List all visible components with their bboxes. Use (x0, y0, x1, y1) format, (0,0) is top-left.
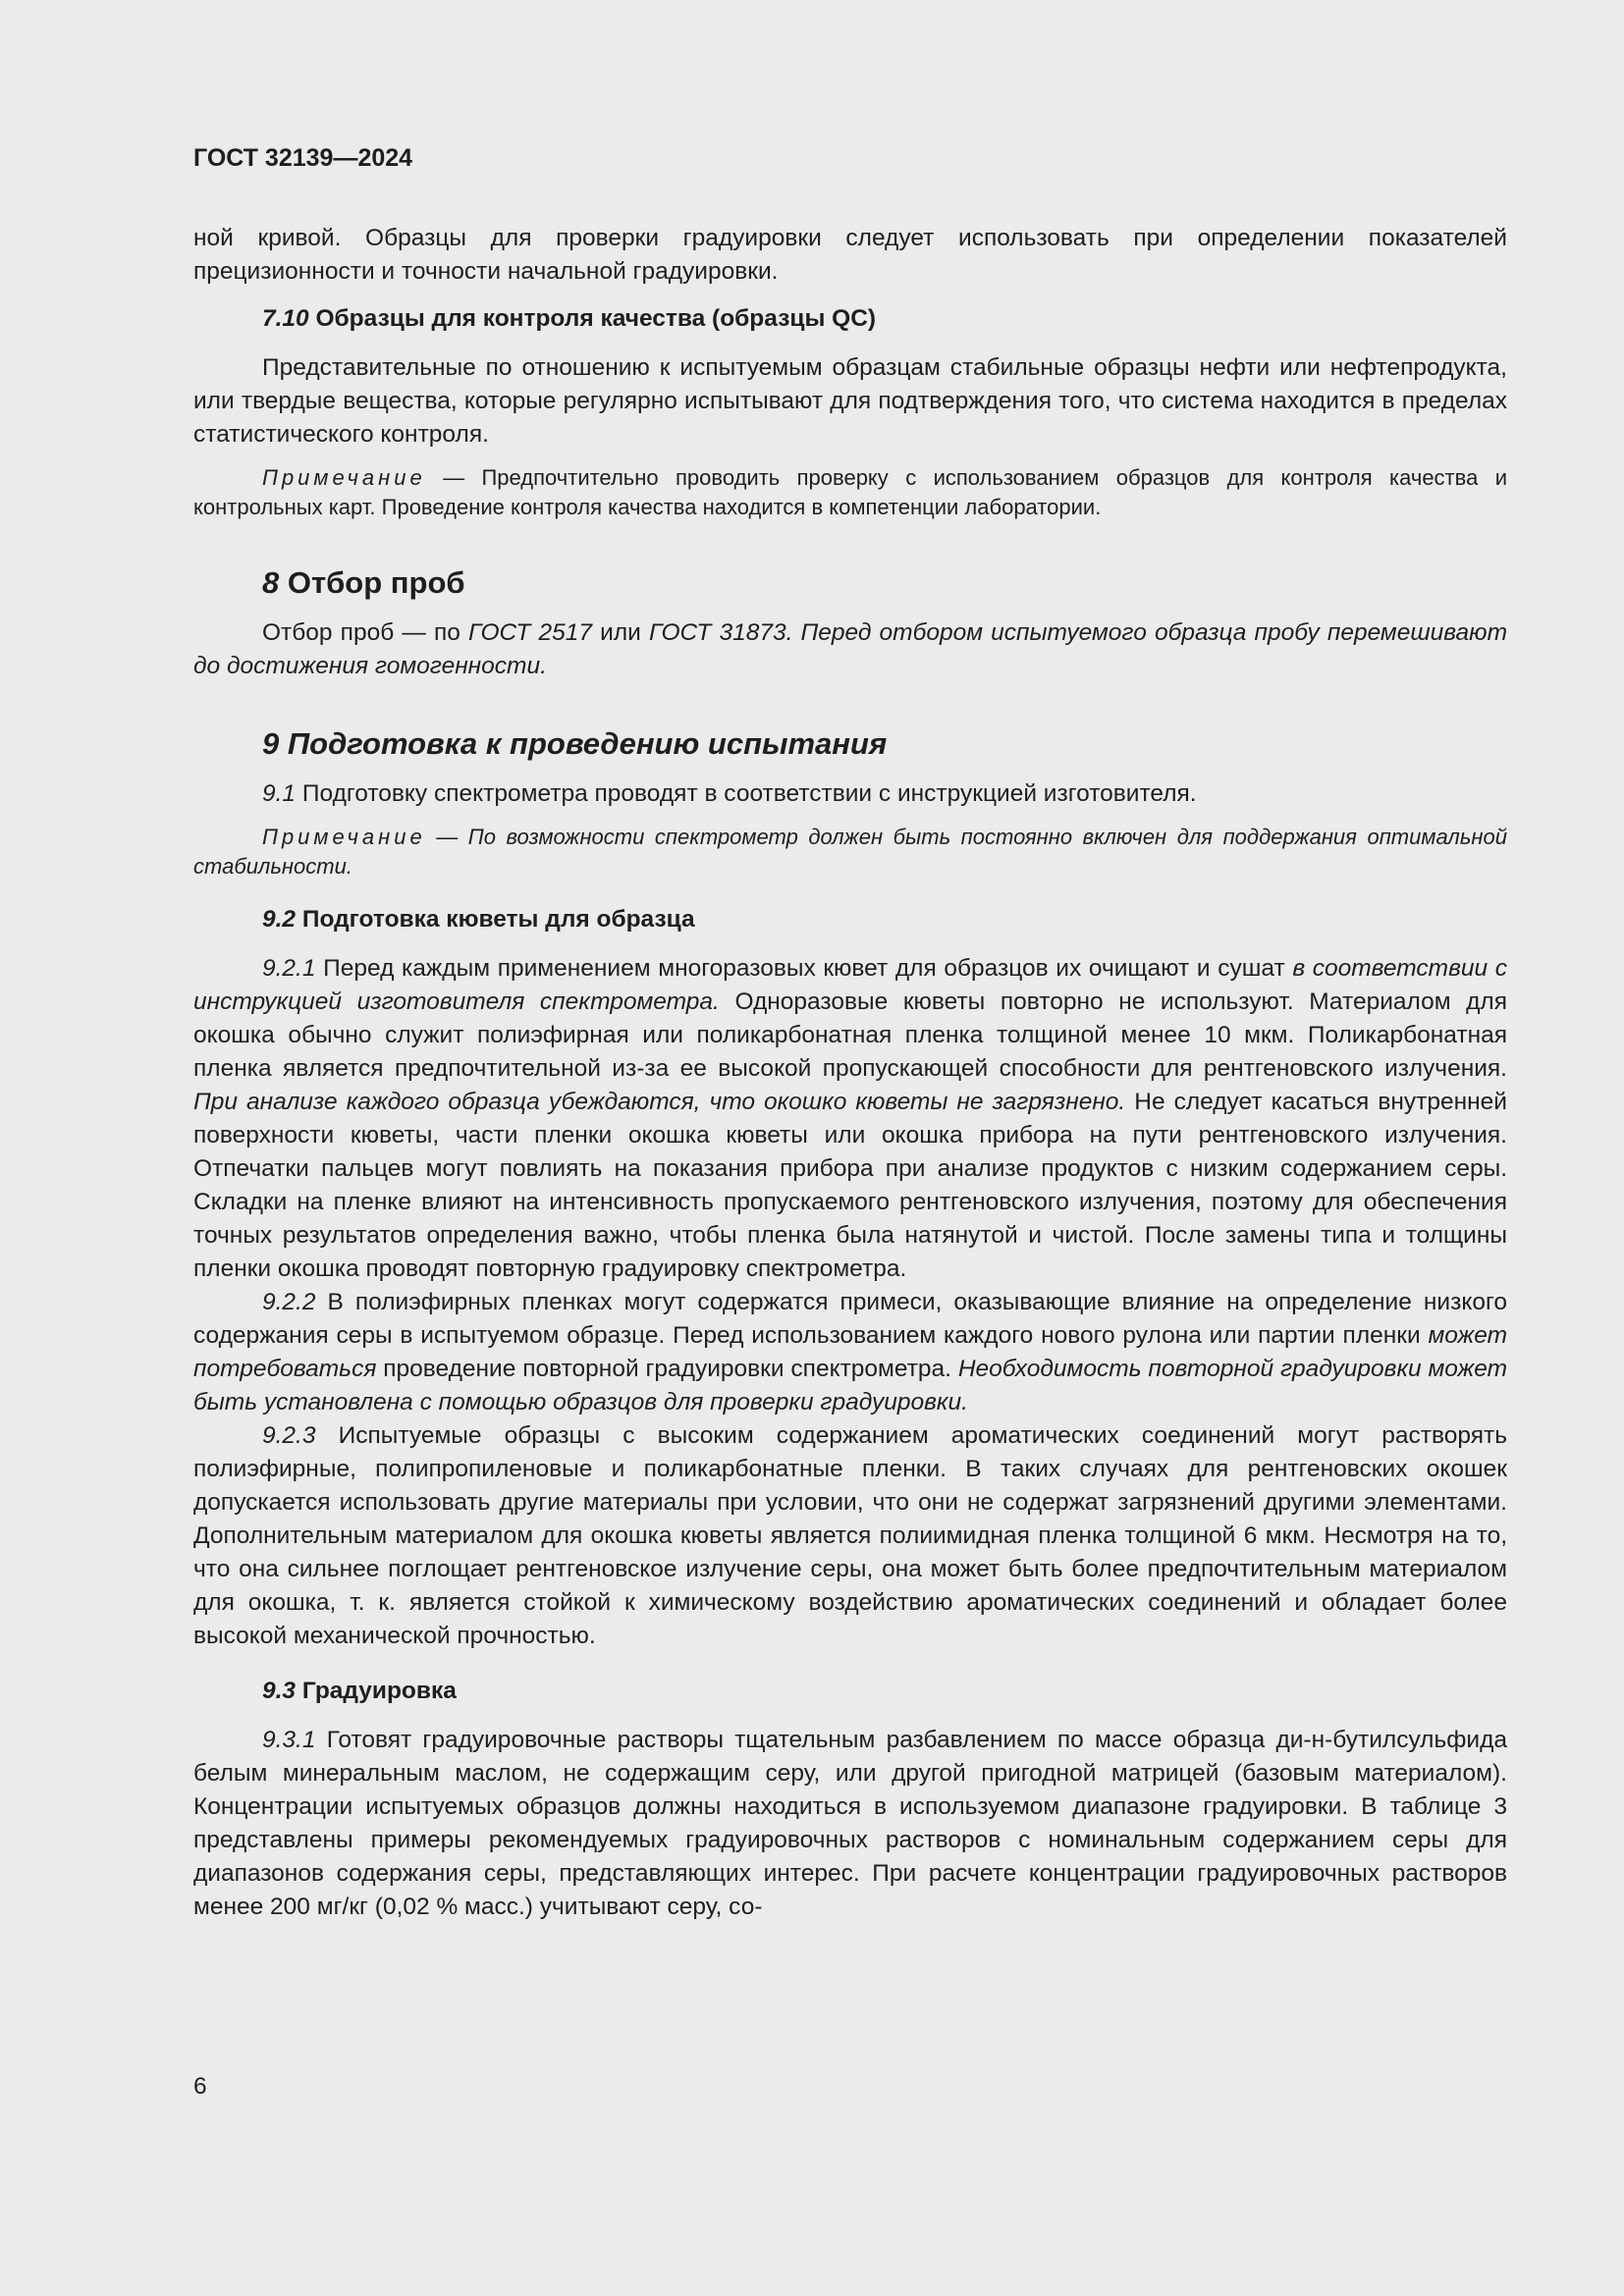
paragraph (193, 777, 1507, 811)
text-run: В полиэфирных пленках могут содержатся примеси, оказывающие влияние на определение низкого содержания серы в испытуемом образце. Перед использованием каждого нового рулона или партии пленки (193, 1289, 1507, 1349)
section-title: Отбор проб (279, 565, 465, 600)
text-run-italic: ГОСТ 31873. Перед отбором испытуемого образца пробу перемешивают до достижения гомогенности. (193, 619, 1508, 679)
paragraph (193, 952, 1507, 1286)
text-run-italic: При анализе каждого образца убеждаются, что окошко кюветы не загрязнено. (193, 1089, 1126, 1115)
text-run-italic: может потребоваться (193, 1322, 1507, 1382)
section-heading-8 (193, 563, 1507, 603)
clause-number: 9.2.3 (262, 1422, 316, 1449)
paragraph (193, 1724, 1507, 1924)
text-run: Одноразовые кюветы повторно не используют. Материалом для окошка обычно служит полиэфирная или поликарбонатная пленка толщиной менее 10 мкм. Поликарбонатная пленка является предпочтительной из-за ее высокой пропускающей способности для рентгеновского излучения. (193, 988, 1507, 1082)
text-run: Испытуемые образцы с высоким содержанием ароматических соединений могут растворять полиэфирные, полипропиленовые и поликарбонатные пленки. В таких случаях для рентгеновских окошек допускается использовать другие материалы при условии, что они не содержат загрязнений другими элементами. Дополнительным материалом для окошка кюветы является полиимидная пленка толщиной 6 мкм. Несмотря на то, что она сильнее поглощает рентгеновское излучение серы, она может быть более предпочтительным материалом для окошка, т. к. является стойкой к химическому воздействию ароматических соединений и обладает более высокой механической прочностью. (193, 1422, 1507, 1649)
text-run: Подготовку спектрометра проводят в соответствии с инструкцией изготовителя. (296, 780, 1197, 807)
subsection-title: Подготовка кюветы для образца (296, 906, 695, 933)
clause-number: 9.3.1 (262, 1727, 316, 1753)
subsection-heading-9-2 (193, 903, 1507, 936)
note (193, 823, 1507, 881)
note (193, 463, 1507, 522)
note-text: — Предпочтительно проводить проверку с использованием образцов для контроля качества и контрольных карт. Проведение контроля качества находится в компетенции лаборатории. (193, 465, 1507, 519)
text-run: Готовят градуировочные растворы тщательным разбавлением по массе образца ди-н-бутилсульфида белым минеральным маслом, не содержащим серу, или другой пригодной матрицей (базовым материалом). Концентрации испытуемых образцов должны находиться в используемом диапазоне градуировки. В таблице 3 представлены примеры рекомендуемых градуировочных растворов с номинальным содержанием серы для диапазонов содержания серы, представляющих интерес. При расчете концентрации градуировочных растворов менее 200 мг/кг (0,02 % масс.) учитывают серу, со- (193, 1727, 1507, 1920)
text-run: проведение повторной градуировки спектрометра. (376, 1356, 958, 1382)
subsection-number: 9.3 (262, 1678, 297, 1704)
section-heading-9: 9 Подготовка к проведению испытания (262, 726, 888, 761)
paragraph (193, 616, 1507, 683)
page-number: 6 (193, 2073, 207, 2100)
subsection-number: 7.10 (262, 305, 309, 332)
clause-number: 9.2.1 (262, 955, 316, 982)
document-header: ГОСТ 32139—2024 (193, 144, 413, 172)
subsection-heading-7-10 (193, 302, 1507, 336)
text-run: Не следует касаться внутренней поверхности кюветы, части пленки окошка кюветы или окошка прибора на пути рентгеновского излучения. Отпечатки пальцев могут повлиять на показания прибора при анализе продуктов с низким содержанием серы. Складки на пленке влияют на интенсивность пропускаемого рентгеновского излучения, поэтому для обеспечения точных результатов определения важно, чтобы пленка была натянутой и чистой. После замены типа и толщины пленки окошка проводят повторную градуировку спектрометра. (193, 1089, 1507, 1282)
note-label: Примечание (262, 465, 426, 490)
text-run: Отбор проб — по (262, 619, 468, 646)
text-run: Перед каждым применением многоразовых кювет для образцов их очищают и сушат (315, 955, 1293, 982)
page-content (193, 144, 1507, 1924)
note-text: — По возможности спектрометр должен быть постоянно включен для поддержания оптимальной стабильности. (193, 825, 1507, 879)
clause-number: 9.1 (262, 780, 297, 807)
subsection-title: Образцы для контроля качества (образцы QC) (308, 305, 877, 332)
text-run-italic: в соответствии с инструкцией изготовителя спектрометра. (193, 955, 1508, 1015)
subsection-number: 9.2 (262, 906, 297, 933)
text-run: или (592, 619, 649, 646)
paragraph (193, 1286, 1507, 1419)
paragraph (193, 1419, 1507, 1653)
paragraph: Представительные по отношению к испытуемым образцам стабильные образцы нефти или нефтепродукта, или твердые вещества, которые регулярно испытывают для подтверждения того, что система находится в пределах статистического контроля. (193, 354, 1507, 448)
note-label: Примечание (262, 825, 426, 849)
clause-number: 9.2.2 (262, 1289, 316, 1315)
subsection-heading-9-3 (193, 1675, 1507, 1708)
paragraph: ной кривой. Образцы для проверки градуировки следует использовать при определении показателей прецизионности и точности начальной градуировки. (193, 225, 1507, 285)
text-run-italic: Необходимость повторной градуировки может быть установлена с помощью образцов для проверки градуировки. (193, 1356, 1508, 1415)
text-run-italic: ГОСТ 2517 (467, 619, 593, 646)
subsection-title: Градуировка (296, 1678, 457, 1704)
section-number: 8 (262, 565, 280, 600)
